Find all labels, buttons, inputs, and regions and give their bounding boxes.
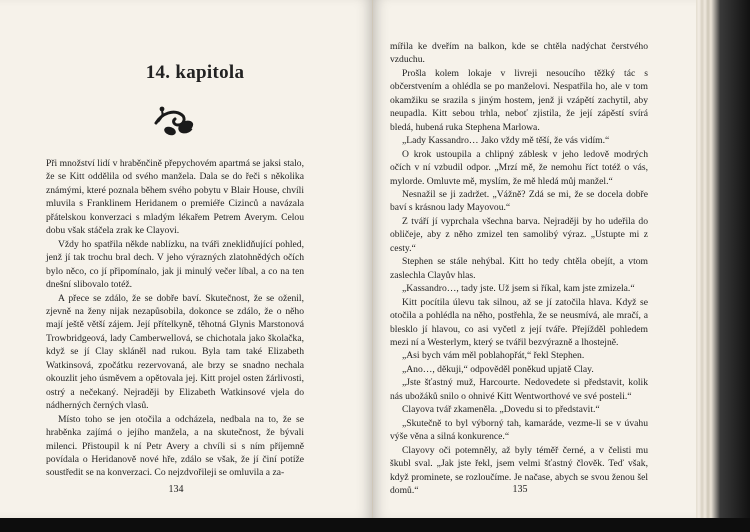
paragraph: Clayovy oči potemněly, až byly téměř černé, a v čelisti mu škubl sval. „Jak jste řekl, jsem velmi šťastný člověk. Teď však, když prominete, se rozloučíme. Je načase, abych se svou ženou šel domů.“ xyxy=(390,444,648,496)
paragraph: mířila ke dveřím na balkon, kde se chtěla nadýchat čerstvého vzduchu. xyxy=(390,41,648,66)
paragraph: Při množství lidí v hraběnčině přepychovém apartmá se jaksi stalo, že se Kitt oddělila od svého manžela. Dala se do řeči s několika známými, které poznala během svého pobytu v Blair House, chvíli mluvila s Franklinem Heridanem o premiéře Cizinců a navázala přátelskou konverzaci s mladým lékařem Petrem Averym. Celou dobu však stáčela zrak ke Clayovi. xyxy=(46,158,304,237)
book-page-edge xyxy=(696,0,750,518)
right-page xyxy=(373,0,696,518)
paragraph: Kitt pocítila úlevu tak silnou, až se jí zatočila hlava. Když se otočila a pohlédla na něho, postřehla, že se neusmívá, ale mračí, a blesklo jí hlavou, co asi vyčetl z její tváře. Přejížděl pohledem mezi ní a Westerlym, který se tvářil bezvýrazně a lhostejně. xyxy=(390,296,648,348)
paragraph: „Asi bych vám měl poblahopřát,“ řekl Stephen. xyxy=(402,350,585,362)
bottom-shadow xyxy=(0,518,750,532)
paragraph: A přece se zdálo, že se dobře baví. Skutečnost, že se oženil, zjevně na ženy nijak nezapůsobila, dokonce se zdálo, že o něho mají ještě větší zájem. Její přítelkyně, těhotná Glynis Marstonová Trowbridgeová, lady Camberwellová, se chichotala jako školačka, když se jí Clay skláněl nad rukou. Byla tam také Elizabeth Watkinsová, zpočátku rezervovaná, ale brzy se snadno nechala okouzlit jeho úsměvem a opětovala jej. Kitt projel osten žárlivosti, ostrý a nečekaný. Nejraději by Elizabeth Watkinsové vjela do nádherných černých vlasů. xyxy=(46,292,304,412)
paragraph: Místo toho se jen otočila a odcházela, nedbala na to, že se hraběnka zajímá o jejího manžela, a na skutečnost, že bývali milenci. Přistoupil k ní Petr Avery a chvíli si s ním příjemně povídala o Heridanově nové hře, zdálo se však, že jí činí potíže soustředit se na konverzaci. Co nejzdvořileji se omluvila a za- xyxy=(46,413,304,479)
right-body-text xyxy=(390,40,648,497)
page-number-left: 134 xyxy=(168,484,184,495)
chapter-title: 14. kapitola xyxy=(145,62,245,83)
paragraph: „Lady Kassandro… Jako vždy mě těší, že vás vidím.“ xyxy=(402,135,610,147)
paragraph: O krok ustoupila a chlipný záblesk v jeho ledově modrých očích v ní vzbudil odpor. „Mrzí mě, že nemohu říct totéž o vás, mylorde. Omluvte mě, myslím, že mě hledá můj manžel.“ xyxy=(390,148,648,187)
left-body-text xyxy=(46,157,304,480)
paragraph: Nesnažil se ji zadržet. „Vážně? Zdá se mi, že se docela dobře baví s krásnou lady Mayovou.“ xyxy=(390,188,648,214)
paragraph: „Kassandro…, tady jste. Už jsem si říkal, kam jste zmizela.“ xyxy=(402,283,635,295)
page-number-right: 135 xyxy=(512,484,528,495)
leaf-flourish-icon xyxy=(152,103,198,139)
paragraph: Vždy ho spatřila někde nablízku, na tváři zneklidňující pohled, jenž jí tak trochu bral dech. V jeho výrazných zlatohnědých očích bylo něco, co jí připomínalo, jak ji minulý večer líbal, a co na ten dnešní slibovalo totéž. xyxy=(46,238,304,291)
paragraph: Stephen se stále nehýbal. Kitt ho tedy chtěla obejít, a vtom zaslechla Clayův hlas. xyxy=(390,256,648,281)
paragraph: Clayova tvář zkameněla. „Dovedu si to představit.“ xyxy=(402,404,600,416)
paragraph: „Ano…, děkuji,“ odpověděl poněkud upjatě Clay. xyxy=(402,363,594,375)
paragraph: Prošla kolem lokaje v livreji nesoucího těžký tác s občerstvením a ohlédla se po manželovi. Nespatřila ho, ale v tom okamžiku se srazila s jiným hostem, jenž ji vzápětí zachytil, aby neupadla. Kitt sebou trhla, neboť zjistila, že její zápěstí svírá bledá, hubená ruka Stephena Marlowa. xyxy=(390,67,648,133)
left-page xyxy=(0,0,373,518)
paragraph: „Skutečně to byl výborný tah, kamaráde, vezme-li se v úvahu výše věna a silná konkurence.“ xyxy=(390,417,648,443)
paragraph: „Jste šťastný muž, Harcourte. Nedovedete si představit, kolik nás ubožáků snilo o ohnivé Kitt Wentworthové ve své posteli.“ xyxy=(390,377,648,402)
paragraph: Z tváří jí vyprchala všechna barva. Nejraději by ho udeřila do obličeje, aby z něho zmizel ten samolibý výraz. „Ustupte mi z cesty.“ xyxy=(390,215,648,254)
